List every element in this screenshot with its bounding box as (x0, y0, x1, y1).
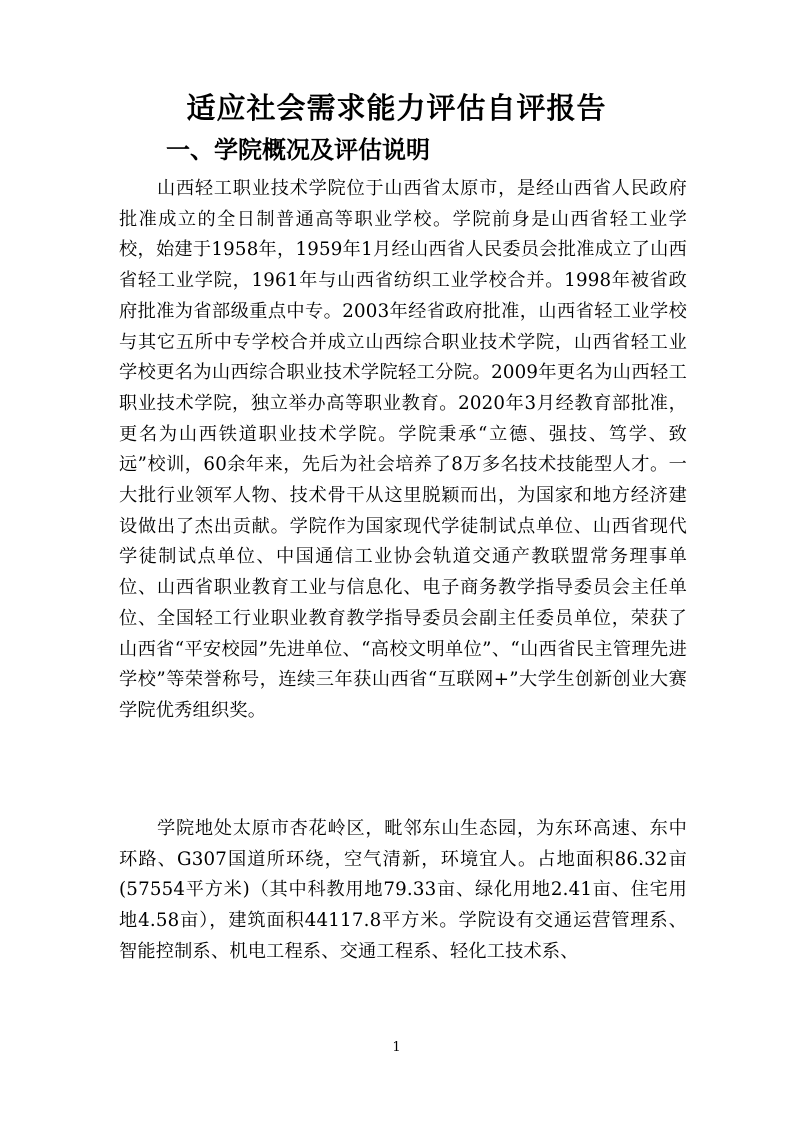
page-number: 1 (392, 1040, 401, 1055)
body-paragraph-1: 山西轻工职业技术学院位于山西省太原市，是经山西省人民政府批准成立的全日制普通高等职业学校。学院前身是山西省轻工业学校，始建于1958年，1959年1月经山西省人民委员会批准成立了山西省轻工业学院，1961年与山西省纺织工业学校合并。1998年被省政府批准为省部级重点中专。2003年经省政府批准，山西省轻工业学校与其它五所中专学校合并成立山西综合职业技术学院，山西省轻工业学校更名为山西综合职业技术学院轻工分院。2009年更名为山西轻工职业技术学院，独立举办高等职业教育。2020年3月经教育部批准，更名为山西铁道职业技术学院。学院秉承“立德、强技、笃学、致远”校训，60余年来，先后为社会培养了8万多名技术技能型人才。一大批行业领军人物、技术骨干从这里脱颖而出，为国家和地方经济建设做出了杰出贡献。学院作为国家现代学徒制试点单位、山西省现代学徒制试点单位、中国通信工业协会轨道交通产教联盟常务理事单位、山西省职业教育工业与信息化、电子商务教学指导委员会主任单位、全国轻工行业职业教育教学指导委员会副主任委员单位，荣获了山西省“平安校园”先进单位、“高校文明单位”、“山西省民主管理先进学校”等荣誉称号，连续三年获山西省“互联网+”大学生创新创业大赛学院优秀组织奖。 (119, 178, 687, 721)
section-heading: 一、学院概况及评估说明 (166, 136, 430, 164)
body-paragraph-2: 学院地处太原市杏花岭区，毗邻东山生态园，为东环高速、东中环路、G307国道所环绕，空气清新，环境宜人。占地面积86.32亩(57554平方米)（其中科教用地79.33亩、绿化用地2.41亩、住宅用地4.58亩），建筑面积44117.8平方米。学院设有交通运营管理系、智能控制系、机电工程系、交通工程系、轻化工技术系、 (119, 818, 687, 962)
document-title: 适应社会需求能力评估自评报告 (186, 91, 607, 125)
